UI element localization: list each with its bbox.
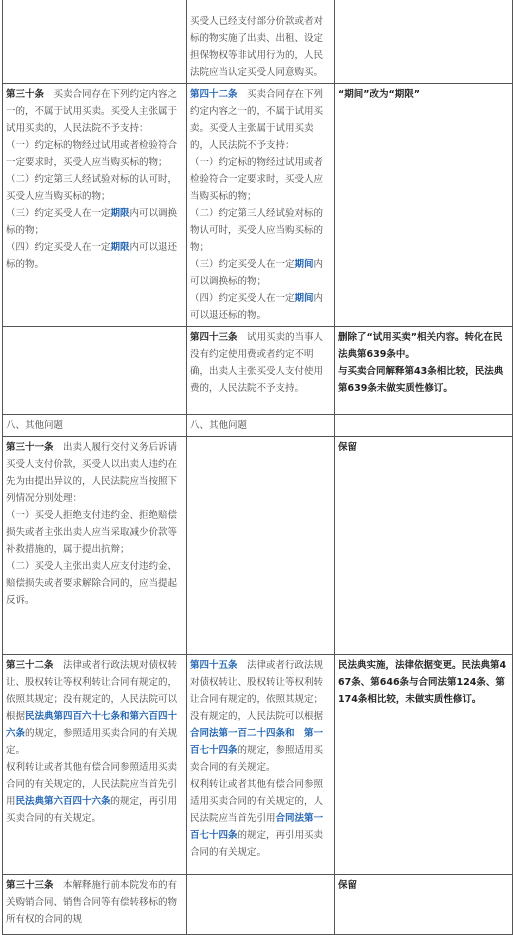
article-text	[6, 205, 183, 239]
cell-text: （二）约定第三人经试验对标的认可时，买受人应当购买标的物；	[6, 174, 178, 202]
note-cell	[335, 0, 513, 84]
cell-text: 内可以退还标的物。	[190, 293, 324, 321]
cell-text: 买受人已经支付部分价款或者对标的物实施了出卖、出租、设定担保物权等非试用行为的，人民法院应当认定买受人同意购买。	[190, 16, 324, 78]
article-text	[6, 86, 183, 137]
old-text-cell	[3, 84, 187, 327]
new-text-cell	[187, 327, 335, 415]
article-text	[190, 290, 331, 324]
old-text-cell	[3, 0, 187, 84]
note-cell	[335, 327, 513, 415]
cell-text: （三）约定买受人在一定	[190, 259, 295, 270]
article-title: 第四十五条	[190, 660, 238, 671]
table-row	[3, 655, 513, 875]
cell-text: 的规定，再引用买卖合同的有关规定。	[190, 830, 324, 858]
new-text-cell	[187, 437, 335, 655]
old-text-cell	[3, 327, 187, 415]
new-text-cell	[187, 84, 335, 327]
article-text	[6, 877, 183, 928]
cell-text: 试用买卖的当事人没有约定使用费或者约定不明确，出卖人主张买受人支付使用费的，人民法院不予支持。	[190, 332, 324, 394]
highlight-text: 期间	[294, 259, 314, 270]
table-row	[3, 84, 513, 327]
article-text	[190, 256, 331, 290]
note-cell	[335, 655, 513, 875]
cell-text: 内可以调换标的物；	[190, 259, 324, 287]
cell-text: 内可以退还标的物。	[6, 242, 178, 270]
cell-text: 内可以调换标的物；	[6, 208, 178, 236]
article-text	[190, 86, 331, 154]
cell-text: 本解释施行前本院发布的有关购销合同、销售合同等有偿转移标的物所有权的合同的规	[6, 880, 178, 925]
cell-text: （一）约定标的物经过试用或者检验符合一定要求时，买受人应当购买标的物；	[6, 140, 178, 168]
cell-text: （二）约定第三人经试验对标的物认可时，买受人应当购买标的物；	[190, 208, 324, 253]
article-title: 第三十二条	[6, 660, 54, 671]
highlight-text: 期限	[110, 208, 130, 219]
cell-text: 法律或者行政法规对债权转让、股权转让等权利转让合同有规定的，依照其规定；没有规定的，人民法院可以根据	[190, 660, 324, 722]
cell-text: （四）约定买受人在一定	[190, 293, 295, 304]
article-text	[6, 759, 183, 827]
cell-text: （四）约定买受人在一定	[6, 242, 111, 253]
note-text: 保留	[338, 880, 358, 891]
cell-text: 权利转让或者其他有偿合同参照适用买卖合同的有关规定的，人民法院应当首先引用	[6, 762, 178, 807]
note-text: “期间”改为“期限”	[338, 89, 420, 100]
note-cell	[335, 415, 513, 437]
article-title: 第四十三条	[190, 332, 238, 343]
new-text-cell	[187, 875, 335, 935]
highlight-text: 合同法第一百七十四条	[190, 813, 324, 841]
table-row	[3, 327, 513, 415]
note-cell	[335, 875, 513, 935]
article-text	[190, 776, 331, 861]
section-heading: 八、其他问题	[187, 415, 335, 437]
cell-text: 法律或者行政法规对债权转让、股权转让等权利转让合同有规定的，依照其规定；没有规定的，人民法院可以根据	[6, 660, 178, 722]
article-title: 第三十一条	[6, 442, 54, 453]
article-text	[190, 657, 331, 776]
old-text-cell	[3, 655, 187, 875]
cell-text: （三）约定买受人在一定	[6, 208, 111, 219]
old-text-cell	[3, 875, 187, 935]
cell-text: 买卖合同存在下列约定内容之一的，不属于试用买卖。买受人主张属于试用买卖的，人民法院不予支持：	[6, 89, 178, 134]
article-title: 第三十三条	[6, 880, 54, 891]
article-title: 第三十条	[6, 89, 45, 100]
table-row	[3, 437, 513, 655]
new-text-cell	[187, 655, 335, 875]
highlight-text: 民法典第四百六十七条和第六百四十六条	[6, 711, 178, 739]
old-text-cell	[3, 437, 187, 655]
highlight-text: 期间	[294, 293, 314, 304]
cell-text: （二）买受人主张出卖人应支付违约金、赔偿损失或者要求解除合同的，应当提起反诉。	[6, 561, 178, 606]
table-row	[3, 415, 513, 437]
note-text: 与买卖合同解释第43条相比较，民法典第639条未做实质性修订。	[338, 366, 504, 394]
comparison-table	[2, 0, 513, 935]
article-text	[190, 329, 331, 397]
highlight-text: 民法典第六百四十六条	[15, 796, 111, 807]
note-cell	[335, 84, 513, 327]
highlight-text: 合同法第一百二十四条和 第一百七十四条	[190, 728, 324, 756]
section-heading: 八、其他问题	[3, 415, 187, 437]
article-text	[6, 439, 183, 507]
note-text: 保留	[338, 442, 358, 453]
article-title: 第四十二条	[190, 89, 238, 100]
article-text	[6, 657, 183, 759]
cell-text: （一）约定标的物经过试用或者检验符合一定要求时，买受人应当购买标的物；	[190, 157, 324, 202]
article-text	[6, 239, 183, 273]
note-cell	[335, 437, 513, 655]
cell-text: 权利转让或者其他有偿合同参照适用买卖合同的有关规定的，人民法院应当首先引用	[190, 779, 324, 824]
table-row	[3, 0, 513, 84]
cell-text: （一）买受人拒绝支付违约金、拒绝赔偿损失或者主张出卖人应当采取减少价款等补救措施的，属于提出抗辩；	[6, 510, 178, 555]
table-row	[3, 875, 513, 935]
new-text-cell	[187, 0, 335, 84]
cell-text: 出卖人履行交付义务后诉请买受人支付价款，买受人以出卖人违约在先为由提出异议的，人民法院应当按照下列情况分别处理：	[6, 442, 178, 504]
cell-text: 的规定，再引用买卖合同的有关规定。	[6, 796, 178, 824]
cell-text: 的规定，参照适用买卖合同的有关规定。	[6, 728, 178, 756]
cell-text: 的规定，参照适用买卖合同的有关规定。	[190, 745, 324, 773]
note-text: 删除了“试用买卖”相关内容。转化在民法典第639条中。	[338, 332, 503, 360]
highlight-text: 期限	[110, 242, 130, 253]
note-text: 民法典实施，法律依据变更。民法典第467条、第646条与合同法第124条、第174条相比较，未做实质性修订。	[338, 660, 507, 705]
cell-text: 买卖合同存在下列约定内容之一的，不属于试用买卖。买受人主张属于试用买卖的，人民法院不予支持：	[190, 89, 324, 151]
